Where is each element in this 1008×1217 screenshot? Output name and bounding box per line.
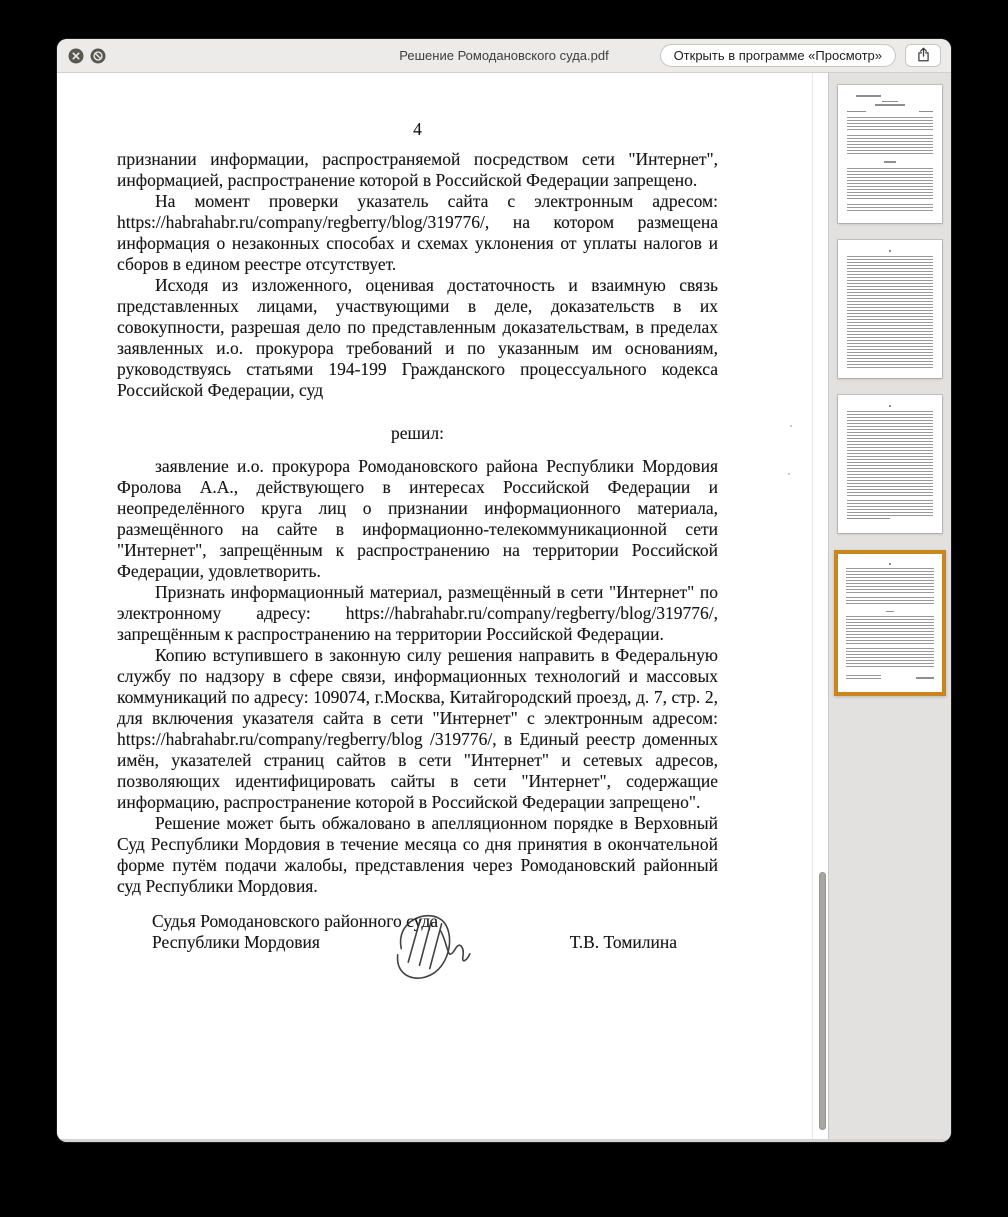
signature-row xyxy=(152,932,718,953)
scan-speck xyxy=(788,473,790,475)
thumb-text-lines xyxy=(884,161,896,163)
page-thumbnail-1[interactable] xyxy=(838,85,942,223)
thumb-text-lines xyxy=(847,500,933,516)
thumb-text-lines xyxy=(886,611,894,613)
judge-name: Т.В. Томилина xyxy=(569,932,677,952)
signature-title-line2: Республики Мордовия xyxy=(152,932,320,952)
page-thumbnail-2[interactable] xyxy=(838,240,942,378)
thumb-text-lines xyxy=(847,111,866,113)
thumb-text-lines xyxy=(846,648,934,669)
content-area xyxy=(57,73,951,1139)
thumb-text-lines xyxy=(847,518,890,520)
thumb-text-lines xyxy=(847,204,933,213)
page-edge xyxy=(812,73,813,1139)
window-controls xyxy=(68,39,106,72)
thumb-text-lines xyxy=(882,101,897,103)
titlebar-actions xyxy=(660,39,941,72)
open-in-preview-button[interactable]: Открыть в программе «Просмотр» xyxy=(660,44,896,67)
thumb-text-lines xyxy=(875,104,906,106)
scan-speck xyxy=(790,425,792,427)
page-thumbnail-4[interactable] xyxy=(834,550,946,696)
close-icon xyxy=(68,48,84,64)
thumb-text-lines xyxy=(847,111,933,113)
thumb-text-lines xyxy=(847,135,933,156)
thumb-text-lines xyxy=(889,405,892,407)
thumb-signature-lines xyxy=(846,675,934,681)
thumb-text-lines xyxy=(847,411,933,497)
signature-title-line1: Судья Ромодановского районного суда xyxy=(152,911,439,931)
prohibit-button[interactable] xyxy=(90,48,106,64)
vertical-scrollbar-thumb[interactable] xyxy=(819,872,826,1130)
paragraph: Решение может быть обжаловано в апелляционном порядке в Верховный Суд Республики Мордовия в течение месяца со дня принятия в окончательной форме путём подачи жалобы, представления через Ромодановский районный суд Республики Мордовия. xyxy=(117,813,718,896)
thumb-text-lines xyxy=(919,111,933,113)
thumb-text-lines xyxy=(847,117,933,132)
titlebar xyxy=(57,39,951,73)
page-thumbnail-3[interactable] xyxy=(838,395,942,533)
paragraph: Исходя из изложенного, оценивая достаточность и взаимную связь представленных лицами, участвующими в деле, доказательств в их совокупности, разрешая дело по представленным доказательствам, в пределах заявленных и.о. прокурора требований и по указанным им основаниям, руководствуясь статьями 194-199 Гражданского процессуального кодекса Российской Федерации, суд xyxy=(117,275,718,400)
page-number: 4 xyxy=(413,119,422,139)
thumb-text-lines xyxy=(846,568,934,595)
thumb-text-lines xyxy=(847,256,933,368)
thumb-text-lines xyxy=(846,675,881,681)
share-button[interactable] xyxy=(905,44,941,67)
quicklook-window xyxy=(57,39,951,1142)
paragraph: Признать информационный материал, размещённый в сети "Интернет" по электронному адресу: https://habrahabr.ru/company/regberry/blog/319776/, запрещённым к распространению на территории Российской Федерации. xyxy=(117,582,718,644)
paragraph: На момент проверки указатель сайта с электронным адресом: https://habrahabr.ru/company/regberry/blog/319776/, на котором размещена информация о незаконных способах и схемах уклонения от уплаты налогов и сборов в едином реестре отсутствует. xyxy=(117,191,718,274)
thumb-text-lines xyxy=(846,616,934,646)
paragraph: заявление и.о. прокурора Ромодановского района Республики Мордовия Фролова А.А., действующего в интересах Российской Федерации и неопределённого круга лиц о признании информационного материала, размещённого на сайте в информационно-телекоммуникационной сети "Интернет", запрещённым к распространению на территории Российской Федерации, удовлетворить. xyxy=(117,456,718,581)
thumbnail-sidebar xyxy=(828,73,951,1139)
thumb-text-lines xyxy=(889,250,892,252)
thumb-text-lines xyxy=(889,563,892,565)
pdf-viewer xyxy=(57,73,828,1139)
paragraph: Копию вступившего в законную силу решения направить в Федеральную службу по надзору в сфере связи, информационных технологий и массовых коммуникаций по адресу: 109074, г.Москва, Китайгородский проезд, д. 7, стр. 2, для включения указателя сайта в сети "Интернет" с электронным адресом: https://habrahabr.ru/company/regberry/blog /319776/, в Единый реестр доменных имён, указателей страниц сайтов в сети "Интернет" и сетевых адресов, позволяющих идентифицировать сайты в сети "Интернет", содержащие информацию, распространение которой в Российской Федерации запрещено". xyxy=(117,645,718,812)
share-icon xyxy=(916,46,931,66)
resolution-heading: решил: xyxy=(391,423,444,443)
thumb-text-lines xyxy=(847,168,933,201)
window-title: Решение Ромодановского суда.pdf xyxy=(399,48,609,63)
thumb-text-lines xyxy=(916,677,934,679)
prohibit-circle-icon xyxy=(90,48,106,64)
window-bottom-edge xyxy=(57,1139,951,1142)
thumb-text-lines xyxy=(856,95,882,97)
close-button[interactable] xyxy=(68,48,84,64)
pdf-page xyxy=(117,119,718,953)
paragraph: признании информации, распространяемой посредством сети "Интернет", информацией, распространение которой в Российской Федерации запрещено. xyxy=(117,149,718,190)
thumb-text-lines xyxy=(846,597,934,606)
signature-block xyxy=(117,911,718,953)
